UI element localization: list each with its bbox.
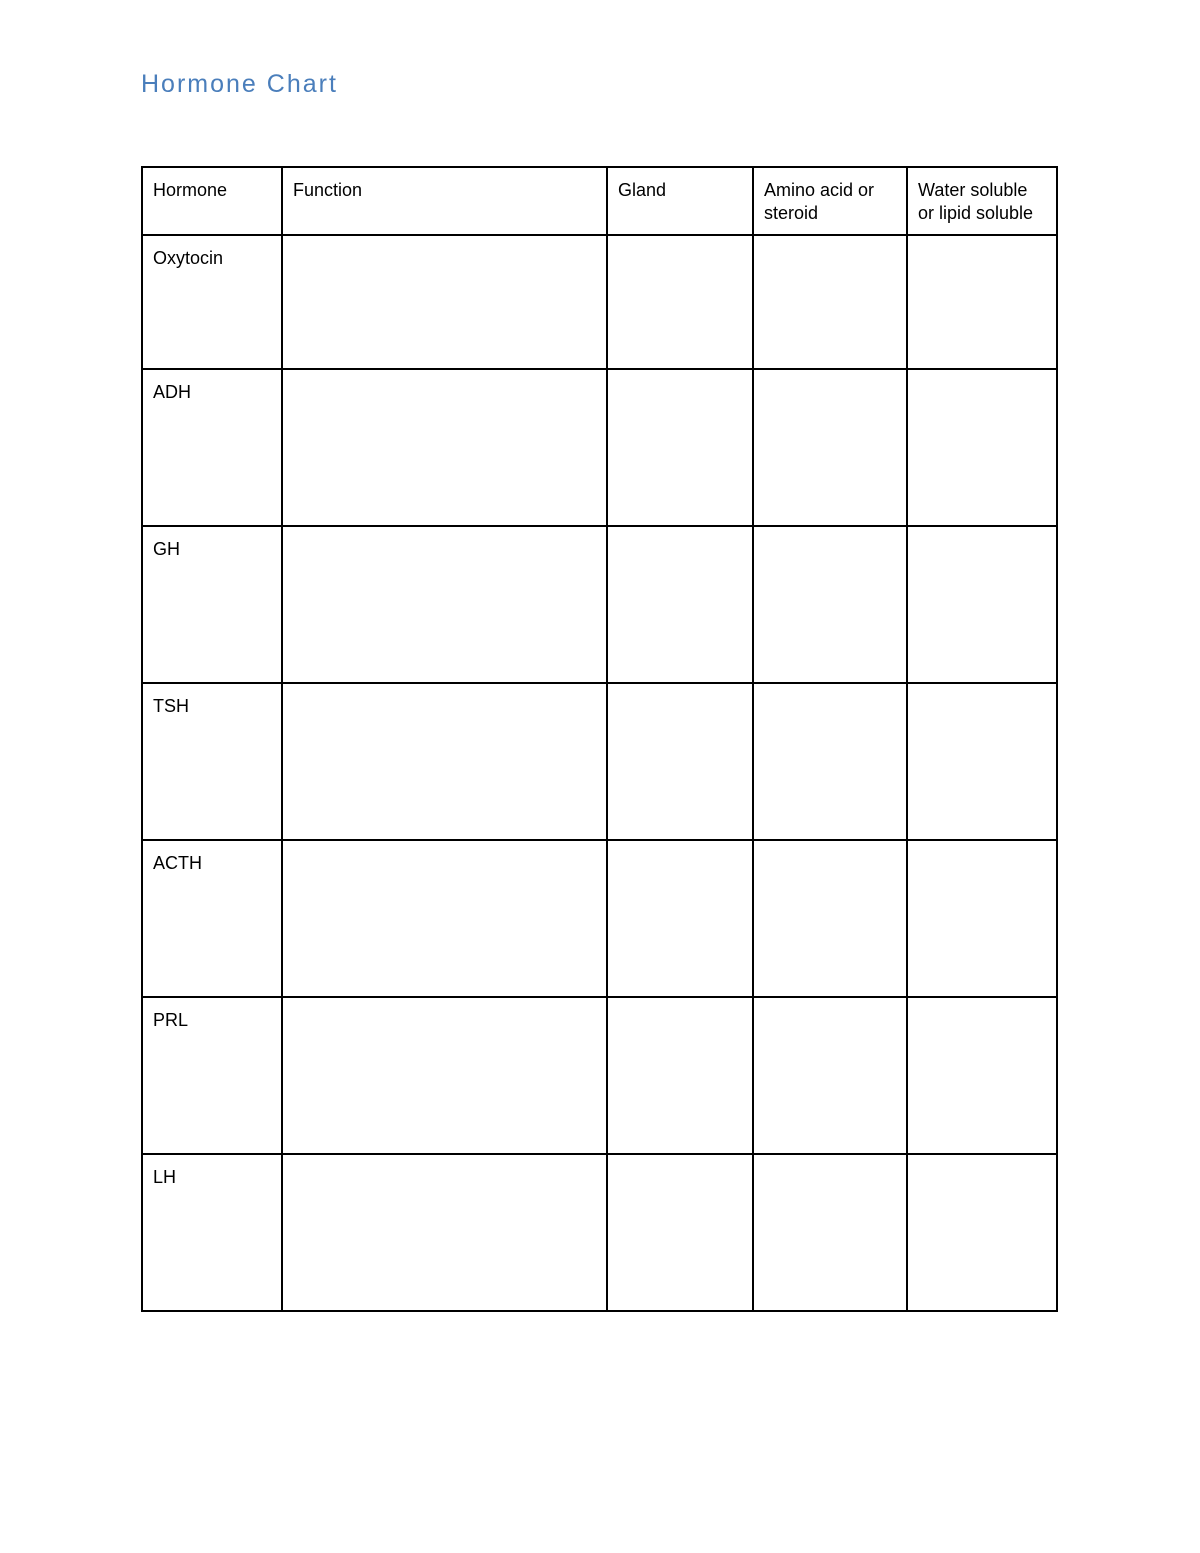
hormone-cell: ACTH <box>142 840 282 997</box>
header-function: Function <box>282 167 607 235</box>
type-cell[interactable] <box>753 526 907 683</box>
hormone-table <box>141 166 1058 1312</box>
solubility-cell[interactable] <box>907 369 1057 526</box>
table-row <box>142 1154 1057 1311</box>
type-cell[interactable] <box>753 235 907 369</box>
function-cell[interactable] <box>282 1154 607 1311</box>
solubility-cell[interactable] <box>907 235 1057 369</box>
type-cell[interactable] <box>753 369 907 526</box>
page-title: Hormone Chart <box>141 70 338 98</box>
header-solubility: Water soluble or lipid soluble <box>907 167 1057 235</box>
type-cell[interactable] <box>753 683 907 840</box>
hormone-cell: Oxytocin <box>142 235 282 369</box>
table-row <box>142 683 1057 840</box>
header-hormone: Hormone <box>142 167 282 235</box>
gland-cell[interactable] <box>607 997 753 1154</box>
solubility-cell[interactable] <box>907 683 1057 840</box>
function-cell[interactable] <box>282 840 607 997</box>
hormone-cell: GH <box>142 526 282 683</box>
solubility-cell[interactable] <box>907 997 1057 1154</box>
table-row <box>142 369 1057 526</box>
function-cell[interactable] <box>282 235 607 369</box>
header-gland: Gland <box>607 167 753 235</box>
solubility-cell[interactable] <box>907 526 1057 683</box>
hormone-cell: PRL <box>142 997 282 1154</box>
table-header-row <box>142 167 1057 235</box>
type-cell[interactable] <box>753 840 907 997</box>
gland-cell[interactable] <box>607 369 753 526</box>
type-cell[interactable] <box>753 1154 907 1311</box>
function-cell[interactable] <box>282 683 607 840</box>
type-cell[interactable] <box>753 997 907 1154</box>
gland-cell[interactable] <box>607 1154 753 1311</box>
table-row <box>142 235 1057 369</box>
hormone-cell: ADH <box>142 369 282 526</box>
gland-cell[interactable] <box>607 526 753 683</box>
function-cell[interactable] <box>282 997 607 1154</box>
gland-cell[interactable] <box>607 683 753 840</box>
gland-cell[interactable] <box>607 840 753 997</box>
gland-cell[interactable] <box>607 235 753 369</box>
function-cell[interactable] <box>282 369 607 526</box>
table-row <box>142 997 1057 1154</box>
table-row <box>142 840 1057 997</box>
hormone-cell: TSH <box>142 683 282 840</box>
solubility-cell[interactable] <box>907 1154 1057 1311</box>
function-cell[interactable] <box>282 526 607 683</box>
header-amino-acid-or-steroid: Amino acid or steroid <box>753 167 907 235</box>
table-row <box>142 526 1057 683</box>
hormone-cell: LH <box>142 1154 282 1311</box>
solubility-cell[interactable] <box>907 840 1057 997</box>
